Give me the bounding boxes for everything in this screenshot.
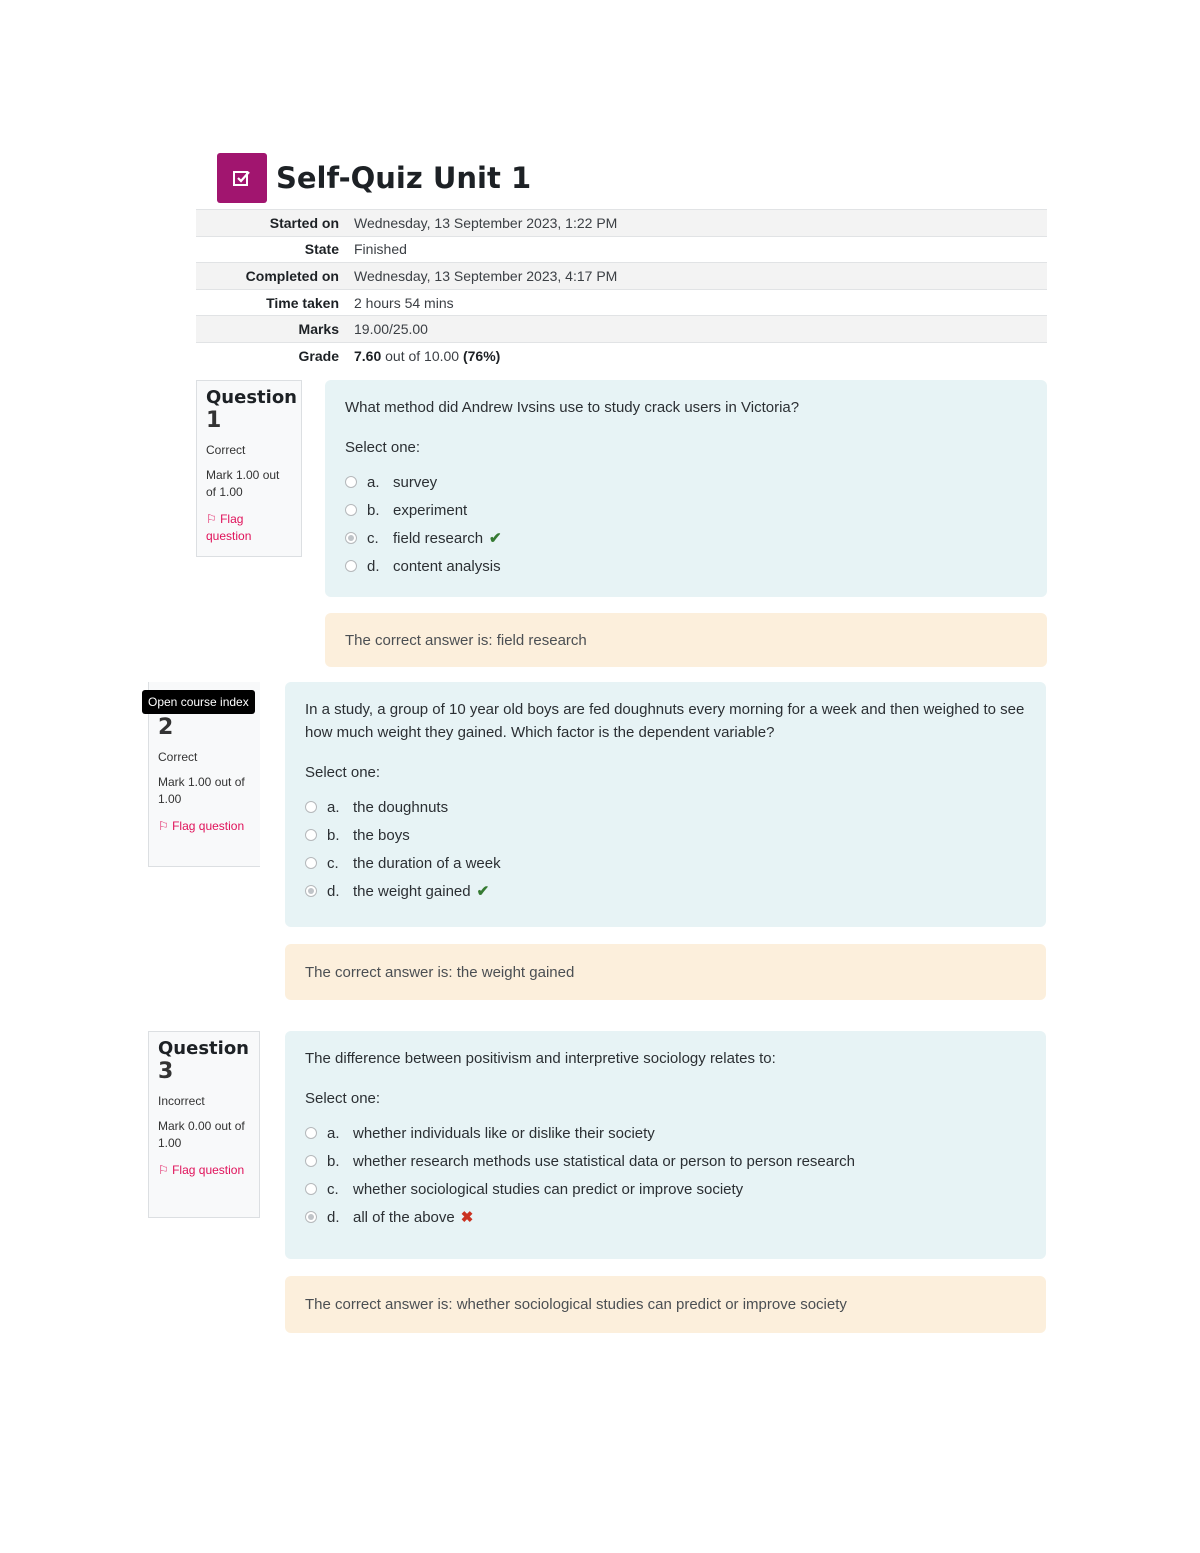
summary-label: Marks (196, 316, 354, 343)
radio-button[interactable] (345, 504, 357, 516)
answer-option[interactable] (305, 1147, 1026, 1175)
summary-value: Wednesday, 13 September 2023, 1:22 PM (354, 210, 1047, 237)
question-formulation (285, 1031, 1046, 1259)
select-prompt: Select one: (305, 764, 381, 781)
option-text: content analysis (393, 557, 501, 575)
question-label: Question (206, 387, 297, 408)
open-course-index-tooltip: Open course index (142, 690, 255, 714)
option-text: whether sociological studies can predict or improve society (353, 1180, 744, 1198)
answer-option[interactable] (345, 552, 1027, 580)
question-grade: Mark 1.00 out of 1.00 (158, 775, 245, 806)
answer-option[interactable] (305, 821, 1026, 849)
select-prompt: Select one: (305, 1090, 381, 1107)
summary-label: Time taken (196, 289, 354, 316)
flag-icon: ⚐ (206, 512, 221, 526)
answer-option[interactable] (305, 877, 1026, 905)
question-label: Question (158, 1038, 249, 1059)
question-formulation (285, 682, 1046, 927)
summary-label: Completed on (196, 263, 354, 290)
correct-answer-feedback: The correct answer is: the weight gained (285, 944, 1046, 1000)
question-number: 3 (158, 1059, 174, 1084)
option-text: survey (393, 473, 438, 491)
question-number: 1 (206, 408, 222, 433)
grade-percent: (76%) (462, 347, 501, 364)
summary-row (196, 210, 1047, 237)
flag-question-link[interactable] (158, 1162, 250, 1179)
summary-label: Started on (196, 210, 354, 237)
option-letter: b. (327, 1152, 340, 1170)
summary-label: Grade (196, 342, 354, 368)
option-letter: c. (327, 1180, 339, 1198)
option-letter: a. (367, 473, 380, 491)
option-letter: b. (327, 826, 340, 844)
answer-options (305, 793, 1026, 905)
answer-option[interactable] (305, 1119, 1026, 1147)
grade-score: 7.60 (354, 347, 382, 364)
summary-value: Wednesday, 13 September 2023, 4:17 PM (354, 263, 1047, 290)
incorrect-cross-icon: ✖ (460, 1209, 474, 1226)
flag-label: Flag question (172, 1163, 245, 1177)
answer-option[interactable] (305, 849, 1026, 877)
answer-option[interactable] (305, 1175, 1026, 1203)
radio-button[interactable] (305, 1183, 317, 1195)
flag-icon: ⚐ (158, 819, 173, 833)
flag-label: Flag question (172, 819, 245, 833)
radio-button[interactable] (305, 885, 317, 897)
page-header (217, 153, 531, 203)
question-number: 2 (158, 715, 174, 740)
question-text: What method did Andrew Ivsins use to study crack users in Victoria? (345, 399, 800, 416)
option-letter: d. (327, 1208, 340, 1226)
answer-option[interactable] (345, 496, 1027, 524)
radio-button[interactable] (345, 532, 357, 544)
select-prompt: Select one: (345, 439, 421, 456)
correct-answer-feedback: The correct answer is: whether sociological studies can predict or improve society (285, 1276, 1046, 1333)
option-letter: a. (327, 1124, 340, 1142)
option-text: whether individuals like or dislike their society (353, 1124, 655, 1142)
summary-value (354, 342, 1047, 368)
radio-button[interactable] (305, 1155, 317, 1167)
flag-question-link[interactable] (158, 818, 251, 835)
option-text: all of the above (353, 1208, 455, 1226)
option-text: experiment (393, 501, 468, 519)
summary-row (196, 236, 1047, 263)
page-title: Self-Quiz Unit 1 (276, 161, 532, 195)
correct-check-icon: ✔ (476, 883, 490, 900)
summary-value: 19.00/25.00 (354, 316, 1047, 343)
quiz-icon (217, 153, 267, 203)
question-text: In a study, a group of 10 year old boys are fed doughnuts every morning for a week and then weighed to see how much weight they gained. Which factor is the dependent variable? (305, 701, 1025, 741)
option-text: field research (393, 529, 484, 547)
option-text: the doughnuts (353, 798, 449, 816)
question-info (196, 380, 302, 557)
flag-icon: ⚐ (158, 1163, 173, 1177)
radio-button[interactable] (305, 801, 317, 813)
question-grade: Mark 0.00 out of 1.00 (158, 1119, 245, 1150)
flag-label: Flag question (206, 512, 252, 543)
grade-out-of: out of 10.00 (381, 347, 463, 364)
attempt-summary-table (196, 209, 1047, 369)
summary-value: 2 hours 54 mins (354, 289, 1047, 316)
option-letter: b. (367, 501, 380, 519)
summary-row (196, 289, 1047, 316)
question-state: Incorrect (158, 1094, 205, 1108)
summary-label: State (196, 236, 354, 263)
summary-row (196, 342, 1047, 368)
question-info (148, 1031, 260, 1218)
correct-check-icon: ✔ (489, 530, 502, 547)
answer-option[interactable] (345, 468, 1027, 496)
option-text: whether research methods use statistical data or person to person research (353, 1152, 855, 1170)
answer-option[interactable] (305, 793, 1026, 821)
answer-options (345, 468, 1027, 580)
option-letter: c. (367, 529, 379, 547)
question-text: The difference between positivism and interpretive sociology relates to: (305, 1050, 776, 1067)
correct-answer-feedback: The correct answer is: field research (325, 613, 1047, 667)
flag-question-link[interactable] (206, 511, 292, 545)
answer-options (305, 1119, 1026, 1231)
answer-option[interactable] (345, 524, 1027, 552)
option-text: the duration of a week (353, 854, 501, 872)
radio-button[interactable] (305, 829, 317, 841)
radio-button[interactable] (305, 1211, 317, 1223)
radio-button[interactable] (305, 1127, 317, 1139)
option-letter: d. (327, 882, 340, 900)
summary-row (196, 263, 1047, 290)
answer-option[interactable] (305, 1203, 1026, 1231)
question-grade: Mark 1.00 out of 1.00 (206, 468, 280, 499)
radio-button[interactable] (345, 476, 357, 488)
summary-value: Finished (354, 236, 1047, 263)
question-state: Correct (158, 750, 198, 764)
radio-button[interactable] (345, 560, 357, 572)
option-letter: c. (327, 854, 339, 872)
option-text: the boys (353, 826, 410, 844)
question-state: Correct (206, 443, 246, 457)
summary-row (196, 316, 1047, 343)
question-formulation (325, 380, 1047, 597)
radio-button[interactable] (305, 857, 317, 869)
option-text: the weight gained (353, 882, 471, 900)
option-letter: d. (367, 557, 380, 575)
option-letter: a. (327, 798, 340, 816)
